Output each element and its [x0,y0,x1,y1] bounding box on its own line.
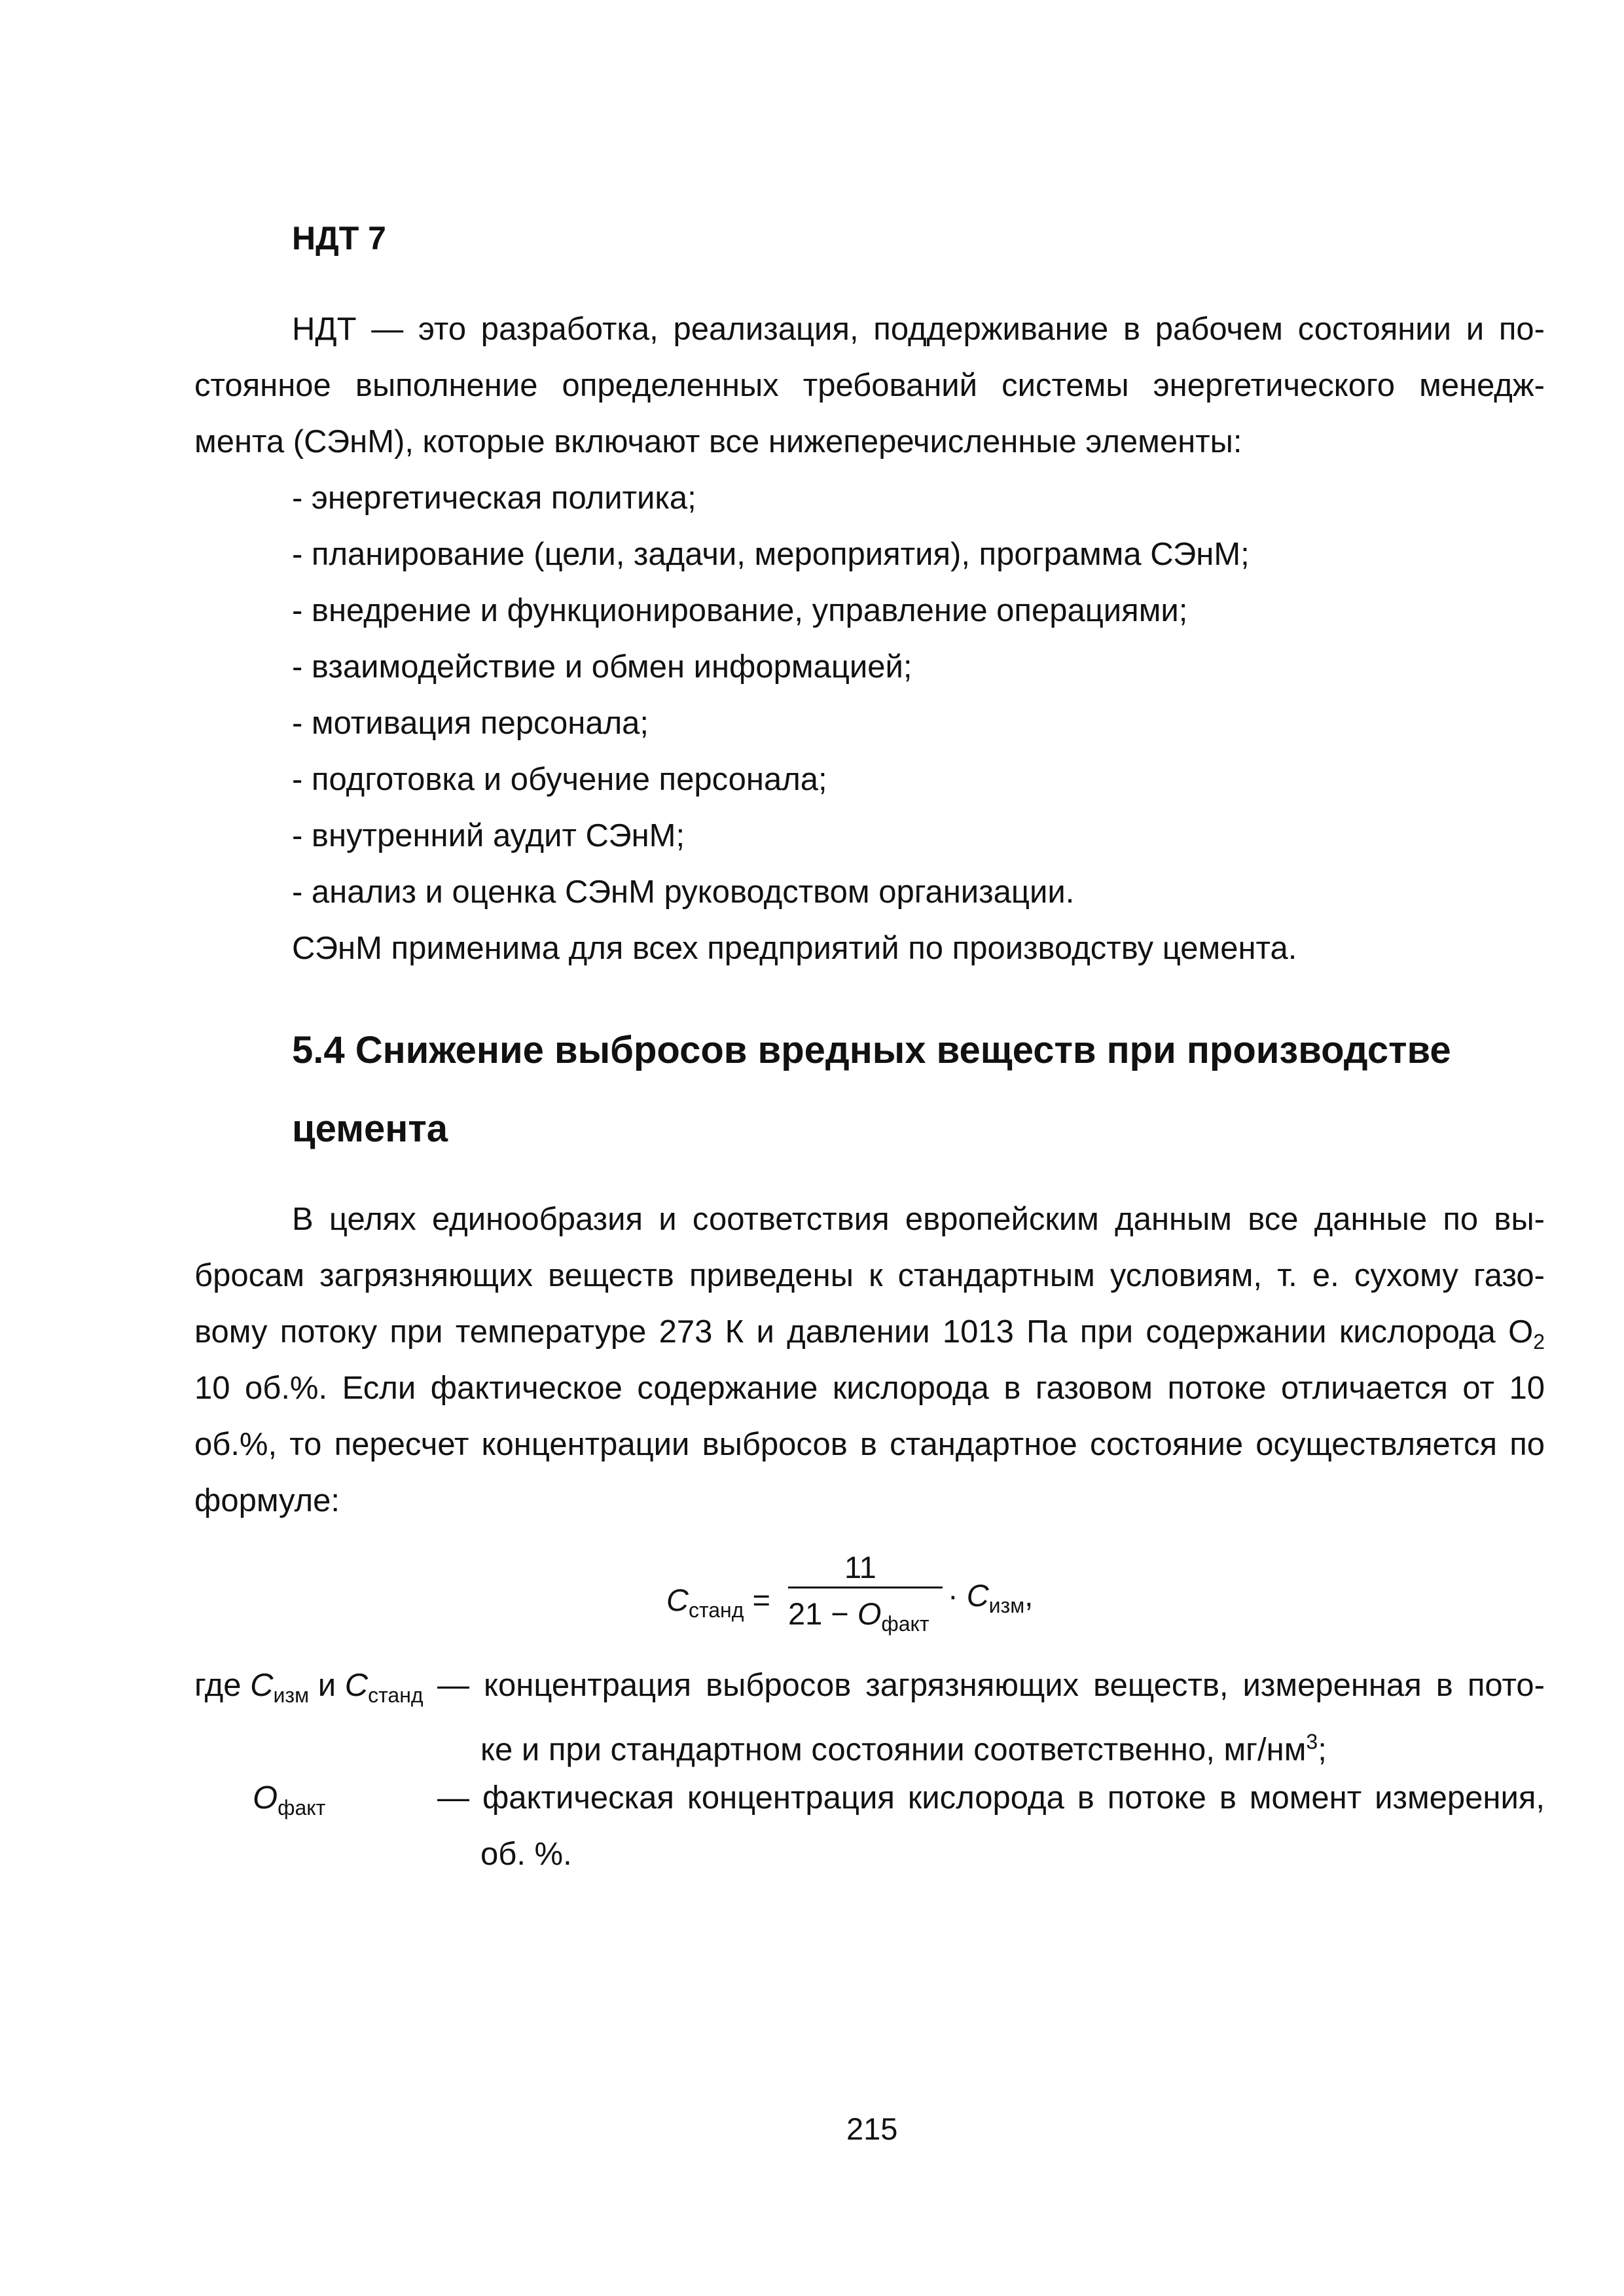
ndt-list-item: - анализ и оценка СЭнМ руководством организации. [292,874,1075,910]
formula-denominator-sub: факт [881,1612,929,1636]
definition-1-text: ке и при стандартном состоянии соответственно, мг/нм [480,1732,1307,1768]
formula-denominator [788,1596,929,1636]
definition-1-symbol-2: C [344,1668,369,1703]
ndt-list-item: - взаимодействие и обмен информацией; [292,649,912,685]
definition-2-sub: факт [278,1796,326,1820]
formula-denominator-symbol: O [857,1596,882,1631]
definition-1-text-line-1: — концентрация выбросов загрязняющих веществ, измеренная в пото- [437,1668,1545,1703]
definition-1-text-line-2 [480,1713,1327,1778]
section-paragraph-line-2: бросам загрязняющих веществ приведены к стандартным условиям, т. е. сухому газо- [194,1258,1545,1293]
formula-lhs-sub: станд [688,1598,744,1622]
formula-rhs-sub: изм [988,1594,1025,1617]
section-title-line-2: цемента [292,1107,448,1150]
ndt-heading: НДТ 7 [292,220,386,257]
definition-2-text-line-2: об. %. [480,1837,572,1872]
ndt-paragraph-line-2: стоянное выполнение определенных требований системы энергетического менедж- [194,368,1545,403]
formula-dot: · [948,1578,958,1613]
section-paragraph-line-4: 10 об.%. Если фактическое содержание кислорода в газовом потоке отличается от 10 [194,1371,1545,1406]
definition-2-symbol: O [253,1780,278,1816]
definition-where: где [194,1668,242,1703]
section-title-line-1: 5.4 Снижение выбросов вредных веществ при производстве [292,1029,1451,1071]
formula-denominator-prefix: 21 − [788,1596,857,1631]
formula-rhs [948,1577,1033,1618]
section-paragraph-line-3-text: вому потоку при температуре 273 К и давлении 1013 Па при содержании кислорода O [194,1314,1534,1350]
ndt-list-item: - энергетическая политика; [292,480,696,516]
definition-2-text-line-1: — фактическая концентрация кислорода в потоке в момент измерения, [437,1780,1545,1816]
formula-numerator: 11 [844,1550,876,1585]
ndt-list-item: - подготовка и обучение персонала; [292,762,827,797]
ndt-list-item: - внедрение и функционирование, управление операциями; [292,593,1188,628]
formula-fraction-bar [788,1587,943,1588]
section-paragraph-line-6: формуле: [194,1483,340,1518]
section-paragraph-line-5: об.%, то пересчет концентрации выбросов в стандартное состояние осуществляется по [194,1427,1545,1462]
definition-1-symbol-1: C [250,1668,274,1703]
ndt-applicability: СЭнМ применима для всех предприятий по производству цемента. [292,931,1297,966]
ndt-paragraph-line-1: НДТ — это разработка, реализация, поддерживание в рабочем состоянии и по- [292,312,1545,347]
formula-equals: = [752,1583,770,1617]
definition-1-superscript: 3 [1306,1730,1318,1753]
definition-1-label [194,1657,424,1723]
definition-2-label [253,1770,325,1836]
ndt-list-item: - внутренний аудит СЭнМ; [292,818,685,853]
section-paragraph-line-1: В целях единообразия и соответствия европейским данным все данные по вы- [292,1202,1545,1237]
ndt-list-item: - мотивация персонала; [292,706,649,741]
definition-1-and: и [317,1668,336,1703]
formula-lhs [666,1582,770,1623]
formula-rhs-suffix: , [1024,1578,1034,1613]
ndt-paragraph-line-3: мента (СЭнМ), которые включают все нижеперечисленные элементы: [194,424,1242,459]
page-number: 215 [846,2111,898,2146]
formula-rhs-symbol: C [966,1578,989,1613]
oxygen-subscript: 2 [1533,1330,1545,1354]
definition-1-sub-1: изм [273,1683,310,1707]
definition-1-sub-2: станд [368,1683,424,1707]
ndt-list-item: - планирование (цели, задачи, мероприятия), программа СЭнМ; [292,537,1250,572]
definition-1-end: ; [1318,1732,1327,1768]
formula-lhs-symbol: C [666,1583,689,1617]
